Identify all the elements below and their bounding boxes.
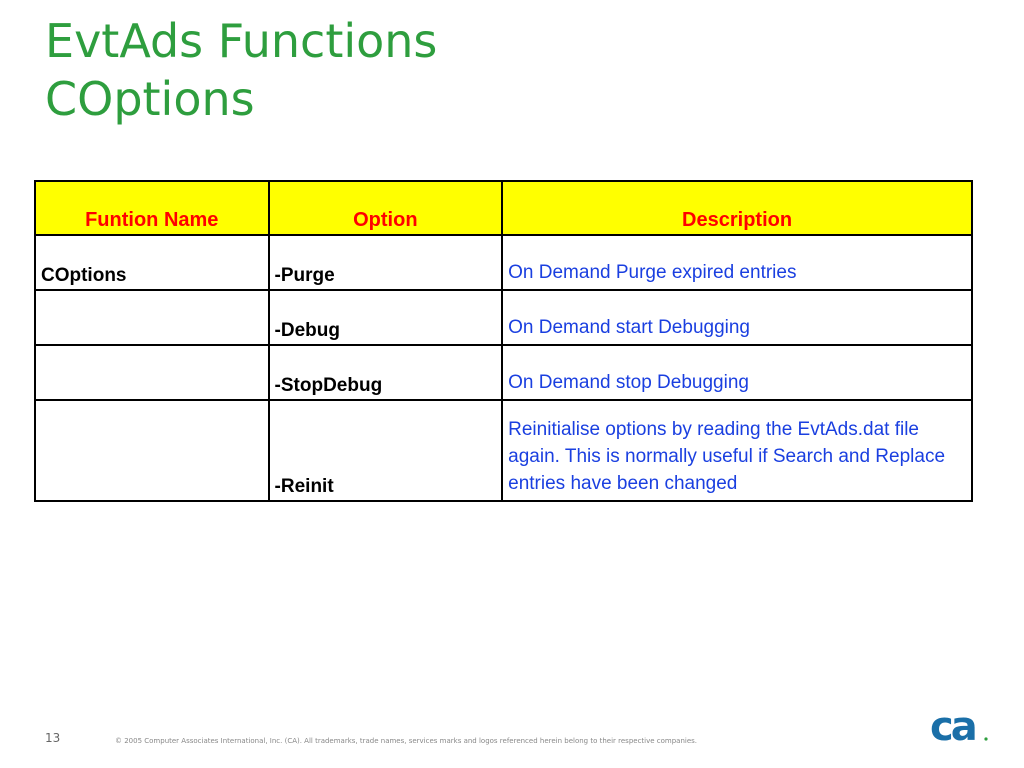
table-row: [35, 235, 972, 290]
function-name-cell: [35, 345, 269, 400]
header-function-name: Funtion Name: [35, 181, 269, 235]
description-cell: On Demand stop Debugging: [502, 345, 972, 400]
table-header-row: [35, 181, 972, 235]
table-row: [35, 290, 972, 345]
function-name-cell: [35, 400, 269, 501]
description-cell: On Demand start Debugging: [502, 290, 972, 345]
table-row: [35, 345, 972, 400]
slide-title-line-1: EvtAds Functions: [45, 14, 438, 68]
ca-logo: [930, 706, 990, 746]
function-name-cell: COptions: [35, 235, 269, 290]
copyright-notice: © 2005 Computer Associates International, Inc. (CA). All trademarks, trade names, services marks and logos referenced herein belong to their respective companies.: [115, 737, 698, 745]
description-cell: Reinitialise options by reading the EvtAds.dat file again. This is normally useful if Search and Replace entries have been changed: [502, 400, 972, 501]
option-cell: -Debug: [269, 290, 503, 345]
option-cell: -StopDebug: [269, 345, 503, 400]
ca-logo-dot: [984, 737, 987, 740]
page-number: 13: [45, 731, 61, 745]
function-name-cell: [35, 290, 269, 345]
table-row: [35, 400, 972, 501]
header-description: Description: [502, 181, 972, 235]
option-cell: -Reinit: [269, 400, 503, 501]
header-option: Option: [269, 181, 503, 235]
option-cell: -Purge: [269, 235, 503, 290]
options-table: [34, 180, 973, 502]
description-cell: On Demand Purge expired entries: [502, 235, 972, 290]
ca-logo-text: ca: [930, 706, 975, 746]
slide-title: [45, 12, 437, 128]
slide-title-line-2: COptions: [45, 72, 255, 126]
